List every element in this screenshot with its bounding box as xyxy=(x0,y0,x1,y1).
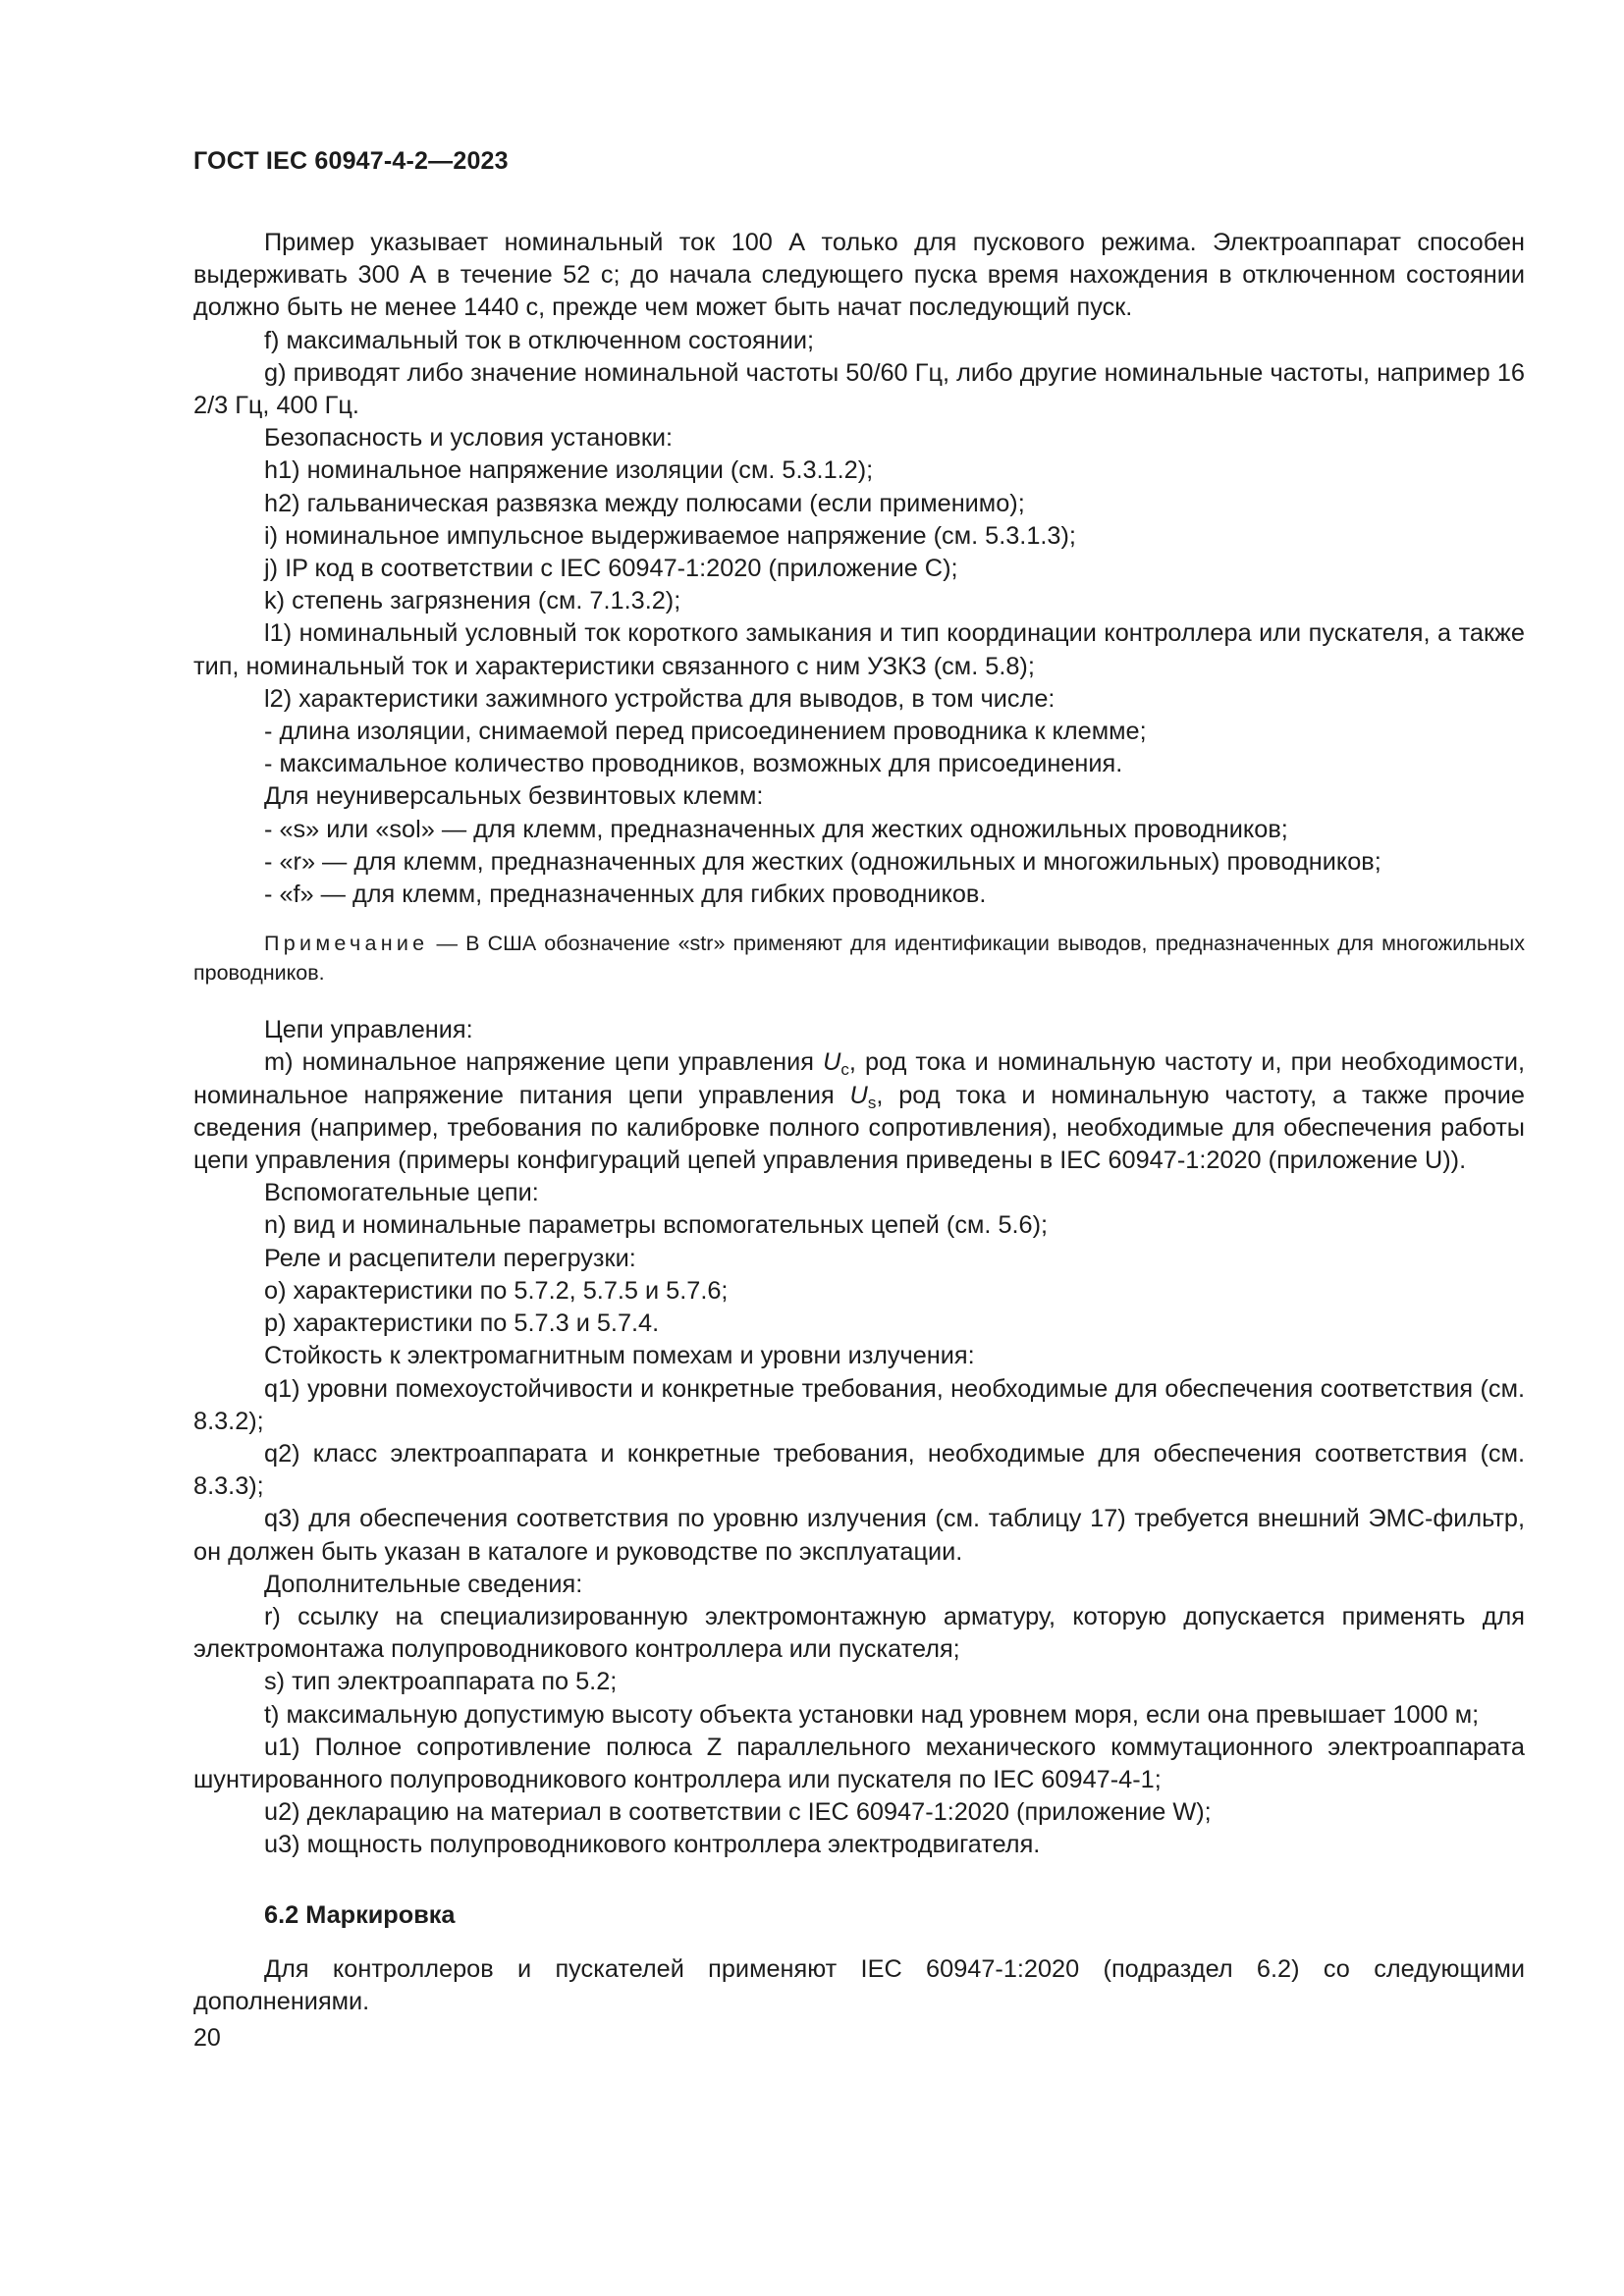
item-u2: u2) декларацию на материал в соответствии с IEC 60947-1:2020 (приложение W); xyxy=(264,1798,1212,1827)
dash-item: - «s» или «sol» — для клемм, предназначенных для жестких одножильных проводников; xyxy=(264,815,1288,843)
document-header: ГОСТ IEC 60947-4-2—2023 xyxy=(193,147,509,175)
screwless-intro: Для неуниверсальных безвинтовых клемм: xyxy=(264,782,764,811)
uc-symbol: U xyxy=(823,1048,841,1077)
item-k: k) степень загрязнения (см. 7.1.3.2); xyxy=(264,587,681,615)
section-text: Для контроллеров и пускателей применяют IEC 60947-1:2020 (подраздел 6.2) со следующими дополнениями. xyxy=(193,1954,1525,2015)
body-text xyxy=(193,227,1525,2018)
dash-item: - «r» — для клемм, предназначенных для жестких (одножильных и многожильных) проводников; xyxy=(264,847,1381,876)
item-o: o) характеристики по 5.7.2, 5.7.5 и 5.7.6; xyxy=(264,1276,729,1305)
item-h2: h2) гальваническая развязка между полюсами (если применимо); xyxy=(264,489,1025,517)
relay-heading: Реле и расцепители перегрузки: xyxy=(264,1244,636,1272)
us-subscript: s xyxy=(867,1093,877,1112)
item-m xyxy=(193,1046,1525,1177)
item-f: f) максимальный ток в отключенном состоянии; xyxy=(264,326,815,354)
item-l2: l2) характеристики зажимного устройства для выводов, в том числе: xyxy=(264,684,1056,713)
item-h1: h1) номинальное напряжение изоляции (см. 5.3.1.2); xyxy=(264,456,874,485)
us-symbol: U xyxy=(849,1081,868,1109)
item-m-part2: , род тока и номинальную частоту и, при необходимости, номинальное напряжение питания цепи управления xyxy=(193,1048,1526,1109)
dash-item: - «f» — для клемм, предназначенных для гибких проводников. xyxy=(264,881,987,909)
note-text: — В США обозначение «str» применяют для идентификации выводов, предназначенных для многожильных проводников. xyxy=(193,932,1525,986)
item-u1: u1) Полное сопротивление полюса Z параллельного механического коммутационного электроаппарата шунтированного полупроводникового контроллера или пускателя по IEC 60947-4-1; xyxy=(193,1733,1525,1793)
item-g: g) приводят либо значение номинальной частоты 50/60 Гц, либо другие номинальные частоты, например 16 2/3 Гц, 400 Гц. xyxy=(193,358,1525,420)
control-heading: Цепи управления: xyxy=(264,1016,473,1044)
note xyxy=(193,929,1525,988)
item-t: t) максимальную допустимую высоту объекта установки над уровнем моря, если она превышает 1000 м; xyxy=(264,1700,1480,1729)
section-heading: 6.2 Маркировка xyxy=(264,1900,456,1929)
safety-heading: Безопасность и условия установки: xyxy=(264,424,674,453)
item-q2: q2) класс электроаппарата и конкретные требования, необходимые для обеспечения соответствия (см. 8.3.3); xyxy=(193,1439,1525,1501)
document-page xyxy=(193,147,1525,2053)
example-paragraph: Пример указывает номинальный ток 100 А только для пускового режима. Электроаппарат способен выдерживать 300 А в течение 52 с; до начала следующего пуска время нахождения в отключенном состоянии должно быть не менее 1440 с, прежде чем может быть начат последующий пуск. xyxy=(193,229,1525,322)
item-q1: q1) уровни помехоустойчивости и конкретные требования, необходимые для обеспечения соответствия (см. 8.3.2); xyxy=(193,1374,1525,1435)
item-i: i) номинальное импульсное выдерживаемое напряжение (см. 5.3.1.3); xyxy=(264,521,1076,550)
item-l1: l1) номинальный условный ток короткого замыкания и тип координации контроллера или пускателя, а также тип, номинальный ток и характеристики связанного с ним УЗКЗ (см. 5.8); xyxy=(193,619,1525,680)
dash-item: - максимальное количество проводников, возможных для присоединения. xyxy=(264,750,1123,778)
item-s: s) тип электроаппарата по 5.2; xyxy=(264,1668,618,1696)
item-n: n) вид и номинальные параметры вспомогательных цепей (см. 5.6); xyxy=(264,1211,1049,1240)
uc-subscript: c xyxy=(840,1060,849,1080)
aux-heading: Вспомогательные цепи: xyxy=(264,1179,539,1207)
emc-heading: Стойкость к электромагнитным помехам и уровни излучения: xyxy=(264,1342,975,1370)
additional-heading: Дополнительные сведения: xyxy=(264,1570,583,1598)
item-q3: q3) для обеспечения соответствия по уровню излучения (см. таблицу 17) требуется внешний ЭМС-фильтр, он должен быть указан в каталоге и руководстве по эксплуатации. xyxy=(193,1505,1525,1566)
dash-item: - длина изоляции, снимаемой перед присоединением проводника к клемме; xyxy=(264,718,1147,746)
page-number: 20 xyxy=(193,2024,221,2053)
item-r: r) ссылку на специализированную электромонтажную арматуру, которую допускается применять для электромонтажа полупроводникового контроллера или пускателя; xyxy=(193,1602,1525,1664)
item-p: p) характеристики по 5.7.3 и 5.7.4. xyxy=(264,1309,660,1338)
item-m-part3: , род тока и номинальную частоту, а также прочие сведения (например, требования по калибровке полного сопротивления), необходимые для обеспечения работы цепи управления (примеры конфигураций цепей управления приведены в IEC 60947-1:2020 (приложение U)). xyxy=(193,1081,1526,1175)
item-j: j) IP код в соответствии с IEC 60947-1:2020 (приложение С); xyxy=(264,555,958,583)
item-m-part1: m) номинальное напряжение цепи управления xyxy=(264,1048,824,1077)
note-label: Примечание xyxy=(264,932,429,956)
item-u3: u3) мощность полупроводникового контроллера электродвигателя. xyxy=(264,1831,1041,1859)
